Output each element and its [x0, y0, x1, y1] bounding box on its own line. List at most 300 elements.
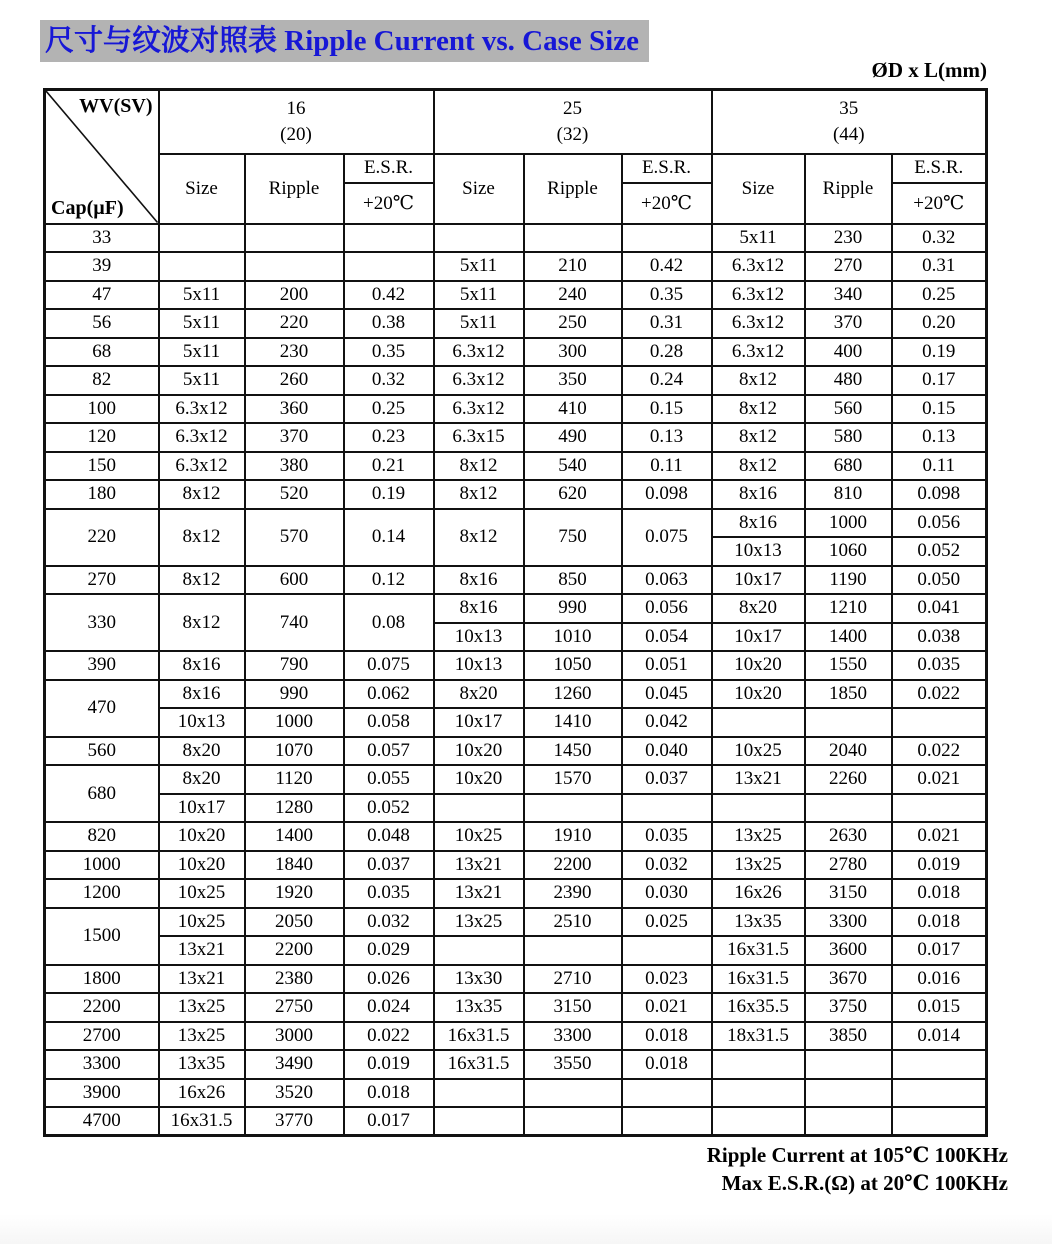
size-cell: [712, 1079, 805, 1108]
size-cell: 10x13: [712, 537, 805, 566]
esr-cell: 0.018: [344, 1079, 434, 1108]
ripple-cell: 3300: [805, 908, 892, 937]
size-cell: 10x20: [159, 822, 245, 851]
esr-cell: 0.38: [344, 309, 434, 338]
esr-cell: [622, 1107, 712, 1136]
table-row: [45, 1079, 987, 1108]
esr-cell: [344, 224, 434, 253]
size-cell: 8x12: [712, 452, 805, 481]
esr-cell: [344, 252, 434, 281]
ripple-cell: 1260: [524, 680, 622, 709]
size-cell: 16x31.5: [434, 1022, 524, 1051]
ripple-cell: [805, 794, 892, 823]
ripple-cell: 3550: [524, 1050, 622, 1079]
size-cell: 8x20: [159, 737, 245, 766]
size-cell: 8x12: [159, 509, 245, 566]
size-cell: 8x12: [159, 594, 245, 651]
size-cell: [159, 224, 245, 253]
ripple-cell: 350: [524, 366, 622, 395]
ripple-cell: 1450: [524, 737, 622, 766]
esr-cell: 0.042: [622, 708, 712, 737]
cap-cell: 2700: [45, 1022, 159, 1051]
esr-cell: 0.42: [344, 281, 434, 310]
size-cell: 13x35: [712, 908, 805, 937]
size-cell: 8x12: [712, 423, 805, 452]
col-header-ripple: Ripple: [245, 154, 344, 224]
esr-cell: 0.32: [344, 366, 434, 395]
ripple-cell: 2780: [805, 851, 892, 880]
esr-cell: 0.15: [622, 395, 712, 424]
ripple-cell: 2050: [245, 908, 344, 937]
ripple-cell: 790: [245, 651, 344, 680]
table-row: [45, 651, 987, 680]
diagonal-header-cell: [45, 90, 159, 224]
ripple-cell: [805, 1079, 892, 1108]
size-cell: 13x21: [159, 965, 245, 994]
table-row: [45, 1022, 987, 1051]
ripple-cell: [245, 252, 344, 281]
esr-cell: 0.050: [892, 566, 987, 595]
size-cell: 5x11: [434, 281, 524, 310]
esr-cell: 0.21: [344, 452, 434, 481]
esr-cell: 0.041: [892, 594, 987, 623]
size-cell: 18x31.5: [712, 1022, 805, 1051]
table-row: [45, 509, 987, 538]
col-header-ripple: Ripple: [805, 154, 892, 224]
esr-cell: 0.098: [892, 480, 987, 509]
size-cell: 16x26: [159, 1079, 245, 1108]
cap-cell: 270: [45, 566, 159, 595]
cap-cell: 68: [45, 338, 159, 367]
esr-cell: 0.021: [892, 765, 987, 794]
table-row: [45, 680, 987, 709]
ripple-cell: 200: [245, 281, 344, 310]
ripple-cell: 1050: [524, 651, 622, 680]
esr-cell: 0.098: [622, 480, 712, 509]
esr-cell: 0.063: [622, 566, 712, 595]
esr-cell: 0.24: [622, 366, 712, 395]
voltage-label: 25: [563, 98, 582, 120]
table-row: [45, 993, 987, 1022]
esr-cell: 0.035: [622, 822, 712, 851]
ripple-cell: 1000: [805, 509, 892, 538]
ripple-cell: 1410: [524, 708, 622, 737]
ripple-cell: 570: [245, 509, 344, 566]
ripple-cell: 3300: [524, 1022, 622, 1051]
table-row: [45, 737, 987, 766]
esr-cell: 0.057: [344, 737, 434, 766]
size-cell: 8x16: [712, 509, 805, 538]
col-header-size: Size: [159, 154, 245, 224]
ripple-cell: 520: [245, 480, 344, 509]
esr-cell: 0.019: [892, 851, 987, 880]
size-cell: 8x12: [712, 395, 805, 424]
size-cell: 8x20: [712, 594, 805, 623]
esr-cell: 0.032: [344, 908, 434, 937]
col-header-esr-temp: +20℃: [344, 183, 434, 224]
ripple-cell: 270: [805, 252, 892, 281]
size-cell: [159, 252, 245, 281]
size-cell: 5x11: [159, 281, 245, 310]
surge-label: (20): [280, 123, 312, 145]
size-cell: 10x17: [434, 708, 524, 737]
size-cell: 10x17: [159, 794, 245, 823]
size-cell: 10x25: [712, 737, 805, 766]
esr-cell: 0.42: [622, 252, 712, 281]
size-cell: 8x12: [712, 366, 805, 395]
esr-cell: 0.055: [344, 765, 434, 794]
size-cell: 13x25: [434, 908, 524, 937]
ripple-cell: 210: [524, 252, 622, 281]
size-cell: 6.3x12: [159, 452, 245, 481]
size-cell: 8x12: [434, 509, 524, 566]
table-row: [45, 708, 987, 737]
ripple-cell: 2390: [524, 879, 622, 908]
cap-cell: 180: [45, 480, 159, 509]
esr-cell: 0.018: [892, 879, 987, 908]
col-header-ripple: Ripple: [524, 154, 622, 224]
size-cell: 5x11: [434, 309, 524, 338]
ripple-cell: 1190: [805, 566, 892, 595]
size-cell: [434, 224, 524, 253]
cap-cell: 39: [45, 252, 159, 281]
corner-label-cap: Cap(µF): [51, 196, 124, 219]
voltage-group-16: [159, 90, 434, 154]
size-cell: [434, 1107, 524, 1136]
esr-cell: 0.024: [344, 993, 434, 1022]
size-cell: 8x16: [159, 680, 245, 709]
cap-cell: 560: [45, 737, 159, 766]
ripple-cell: 1570: [524, 765, 622, 794]
esr-cell: 0.021: [622, 993, 712, 1022]
ripple-cell: 750: [524, 509, 622, 566]
size-cell: 6.3x12: [712, 281, 805, 310]
size-cell: 6.3x12: [159, 423, 245, 452]
ripple-cell: 2200: [245, 936, 344, 965]
esr-cell: 0.19: [892, 338, 987, 367]
ripple-cell: 540: [524, 452, 622, 481]
table-row: [45, 1050, 987, 1079]
size-cell: 6.3x12: [712, 338, 805, 367]
ripple-cell: 2630: [805, 822, 892, 851]
size-cell: 10x20: [434, 765, 524, 794]
ripple-cell: 230: [245, 338, 344, 367]
col-header-esr-temp: +20℃: [892, 183, 987, 224]
ripple-cell: 3000: [245, 1022, 344, 1051]
ripple-cell: 1910: [524, 822, 622, 851]
page-bottom-fade: [0, 1214, 1052, 1244]
table-row: [45, 395, 987, 424]
ripple-cell: 380: [245, 452, 344, 481]
size-cell: 6.3x12: [712, 252, 805, 281]
esr-cell: [622, 1079, 712, 1108]
esr-cell: 0.038: [892, 623, 987, 652]
size-cell: 13x21: [434, 851, 524, 880]
size-cell: 6.3x12: [712, 309, 805, 338]
size-cell: 8x20: [434, 680, 524, 709]
esr-cell: 0.016: [892, 965, 987, 994]
ripple-cell: [524, 936, 622, 965]
esr-cell: 0.058: [344, 708, 434, 737]
ripple-cell: 1280: [245, 794, 344, 823]
ripple-cell: 300: [524, 338, 622, 367]
esr-cell: 0.19: [344, 480, 434, 509]
cap-cell: 680: [45, 765, 159, 822]
esr-cell: 0.015: [892, 993, 987, 1022]
col-header-esr: E.S.R.: [344, 154, 434, 183]
esr-cell: 0.32: [892, 224, 987, 253]
esr-cell: 0.037: [344, 851, 434, 880]
table-row: [45, 936, 987, 965]
table-row: [45, 452, 987, 481]
footnote-esr-condition: Max E.S.R.(Ω) at 20℃ 100KHz: [721, 1171, 1008, 1195]
cap-cell: 82: [45, 366, 159, 395]
size-cell: 13x25: [159, 993, 245, 1022]
esr-cell: 0.023: [622, 965, 712, 994]
ripple-cell: 740: [245, 594, 344, 651]
cap-cell: 4700: [45, 1107, 159, 1136]
size-cell: [434, 794, 524, 823]
size-cell: 13x21: [712, 765, 805, 794]
ripple-cell: [524, 794, 622, 823]
esr-cell: 0.25: [892, 281, 987, 310]
cap-cell: 150: [45, 452, 159, 481]
ripple-cell: [524, 224, 622, 253]
esr-cell: 0.31: [892, 252, 987, 281]
ripple-cell: 560: [805, 395, 892, 424]
ripple-cell: 3850: [805, 1022, 892, 1051]
esr-cell: 0.056: [892, 509, 987, 538]
cap-cell: 330: [45, 594, 159, 651]
ripple-cell: 3750: [805, 993, 892, 1022]
ripple-cell: 1070: [245, 737, 344, 766]
size-cell: 8x20: [159, 765, 245, 794]
ripple-cell: 850: [524, 566, 622, 595]
col-header-size: Size: [712, 154, 805, 224]
esr-cell: 0.14: [344, 509, 434, 566]
esr-cell: 0.018: [622, 1022, 712, 1051]
col-header-esr: E.S.R.: [892, 154, 987, 183]
ripple-cell: [805, 1050, 892, 1079]
esr-cell: 0.045: [622, 680, 712, 709]
size-cell: 13x21: [159, 936, 245, 965]
ripple-cell: 1010: [524, 623, 622, 652]
esr-cell: 0.075: [344, 651, 434, 680]
ripple-cell: 400: [805, 338, 892, 367]
ripple-cell: 240: [524, 281, 622, 310]
esr-cell: 0.31: [622, 309, 712, 338]
size-cell: 16x31.5: [434, 1050, 524, 1079]
esr-cell: 0.019: [344, 1050, 434, 1079]
esr-cell: 0.13: [892, 423, 987, 452]
table-row: [45, 794, 987, 823]
ripple-cell: 3150: [524, 993, 622, 1022]
ripple-cell: 250: [524, 309, 622, 338]
col-header-esr-temp: +20℃: [622, 183, 712, 224]
size-cell: 13x35: [434, 993, 524, 1022]
ripple-cell: [805, 1107, 892, 1136]
ripple-cell: 1920: [245, 879, 344, 908]
cap-cell: 820: [45, 822, 159, 851]
ripple-cell: 3150: [805, 879, 892, 908]
table-row: [45, 338, 987, 367]
size-cell: 10x20: [159, 851, 245, 880]
size-cell: 13x30: [434, 965, 524, 994]
esr-cell: 0.018: [622, 1050, 712, 1079]
esr-cell: 0.030: [622, 879, 712, 908]
size-cell: 10x17: [712, 623, 805, 652]
size-cell: 13x25: [159, 1022, 245, 1051]
table-row: [45, 879, 987, 908]
table-row: [45, 252, 987, 281]
ripple-cell: 1400: [805, 623, 892, 652]
esr-cell: 0.25: [344, 395, 434, 424]
ripple-cell: [524, 1079, 622, 1108]
size-cell: 10x13: [159, 708, 245, 737]
ripple-cell: 260: [245, 366, 344, 395]
size-cell: 10x20: [712, 680, 805, 709]
size-cell: 5x11: [434, 252, 524, 281]
ripple-cell: 370: [245, 423, 344, 452]
size-cell: 8x12: [434, 452, 524, 481]
table-row: [45, 480, 987, 509]
esr-cell: 0.051: [622, 651, 712, 680]
ripple-cell: 1550: [805, 651, 892, 680]
esr-cell: 0.08: [344, 594, 434, 651]
ripple-cell: 1400: [245, 822, 344, 851]
cap-cell: 1800: [45, 965, 159, 994]
esr-cell: 0.35: [344, 338, 434, 367]
size-cell: [712, 708, 805, 737]
size-cell: 10x13: [434, 651, 524, 680]
ripple-cell: 3490: [245, 1050, 344, 1079]
size-cell: [434, 936, 524, 965]
esr-cell: 0.021: [892, 822, 987, 851]
size-cell: 16x26: [712, 879, 805, 908]
size-cell: 8x12: [159, 480, 245, 509]
ripple-cell: 3600: [805, 936, 892, 965]
esr-cell: 0.026: [344, 965, 434, 994]
esr-cell: [892, 1050, 987, 1079]
cap-cell: 3300: [45, 1050, 159, 1079]
size-cell: 5x11: [159, 309, 245, 338]
size-cell: 13x35: [159, 1050, 245, 1079]
cap-cell: 47: [45, 281, 159, 310]
esr-cell: [892, 1107, 987, 1136]
ripple-cell: 2260: [805, 765, 892, 794]
size-cell: 6.3x15: [434, 423, 524, 452]
size-cell: 8x16: [434, 594, 524, 623]
size-cell: 8x16: [712, 480, 805, 509]
esr-cell: 0.20: [892, 309, 987, 338]
esr-cell: 0.28: [622, 338, 712, 367]
ripple-cell: 2380: [245, 965, 344, 994]
surge-label: (44): [832, 123, 865, 145]
size-cell: 10x17: [712, 566, 805, 595]
size-cell: 10x20: [712, 651, 805, 680]
size-cell: 16x31.5: [159, 1107, 245, 1136]
esr-cell: 0.029: [344, 936, 434, 965]
esr-cell: 0.052: [892, 537, 987, 566]
esr-cell: 0.048: [344, 822, 434, 851]
esr-cell: 0.12: [344, 566, 434, 595]
esr-cell: 0.037: [622, 765, 712, 794]
esr-cell: 0.014: [892, 1022, 987, 1051]
voltage-group-35: [712, 90, 987, 154]
size-cell: 8x16: [159, 651, 245, 680]
ripple-cell: 340: [805, 281, 892, 310]
esr-cell: 0.062: [344, 680, 434, 709]
size-cell: [712, 1107, 805, 1136]
col-header-esr: E.S.R.: [622, 154, 712, 183]
ripple-cell: 990: [245, 680, 344, 709]
ripple-cell: 230: [805, 224, 892, 253]
cap-cell: 33: [45, 224, 159, 253]
size-cell: 6.3x12: [434, 395, 524, 424]
cap-cell: 470: [45, 680, 159, 737]
size-cell: [434, 1079, 524, 1108]
size-cell: 8x12: [434, 480, 524, 509]
ripple-cell: 370: [805, 309, 892, 338]
ripple-cell: 1060: [805, 537, 892, 566]
esr-cell: 0.017: [344, 1107, 434, 1136]
esr-cell: [892, 794, 987, 823]
voltage-label: 35: [839, 98, 859, 120]
col-header-size: Size: [434, 154, 524, 224]
table-row: [45, 566, 987, 595]
ripple-cell: 2200: [524, 851, 622, 880]
cap-cell: 1500: [45, 908, 159, 965]
ripple-cell: 1840: [245, 851, 344, 880]
cap-cell: 220: [45, 509, 159, 566]
ripple-cell: 1120: [245, 765, 344, 794]
esr-cell: 0.054: [622, 623, 712, 652]
esr-cell: 0.035: [892, 651, 987, 680]
esr-cell: 0.040: [622, 737, 712, 766]
table-row: [45, 224, 987, 253]
size-cell: 16x35.5: [712, 993, 805, 1022]
ripple-cell: [805, 708, 892, 737]
ripple-cell: 3670: [805, 965, 892, 994]
size-cell: 8x16: [434, 566, 524, 595]
table-row: [45, 423, 987, 452]
table-row: [45, 765, 987, 794]
size-cell: 10x25: [434, 822, 524, 851]
ripple-cell: 580: [805, 423, 892, 452]
ripple-cell: 1210: [805, 594, 892, 623]
esr-cell: 0.15: [892, 395, 987, 424]
ripple-cell: 1850: [805, 680, 892, 709]
table-row: [45, 851, 987, 880]
page-title: 尺寸与纹波对照表 Ripple Current vs. Case Size: [40, 20, 649, 62]
cap-cell: 390: [45, 651, 159, 680]
size-cell: [712, 794, 805, 823]
ripple-cell: 620: [524, 480, 622, 509]
cap-cell: 120: [45, 423, 159, 452]
size-cell: 5x11: [159, 366, 245, 395]
cap-cell: 100: [45, 395, 159, 424]
esr-cell: 0.018: [892, 908, 987, 937]
ripple-cell: 2510: [524, 908, 622, 937]
table-body: [45, 224, 987, 1136]
size-cell: 16x31.5: [712, 965, 805, 994]
size-cell: 10x13: [434, 623, 524, 652]
esr-cell: 0.17: [892, 366, 987, 395]
esr-cell: 0.025: [622, 908, 712, 937]
esr-cell: 0.022: [892, 737, 987, 766]
size-cell: [712, 1050, 805, 1079]
header-row-sub1: [45, 154, 987, 183]
